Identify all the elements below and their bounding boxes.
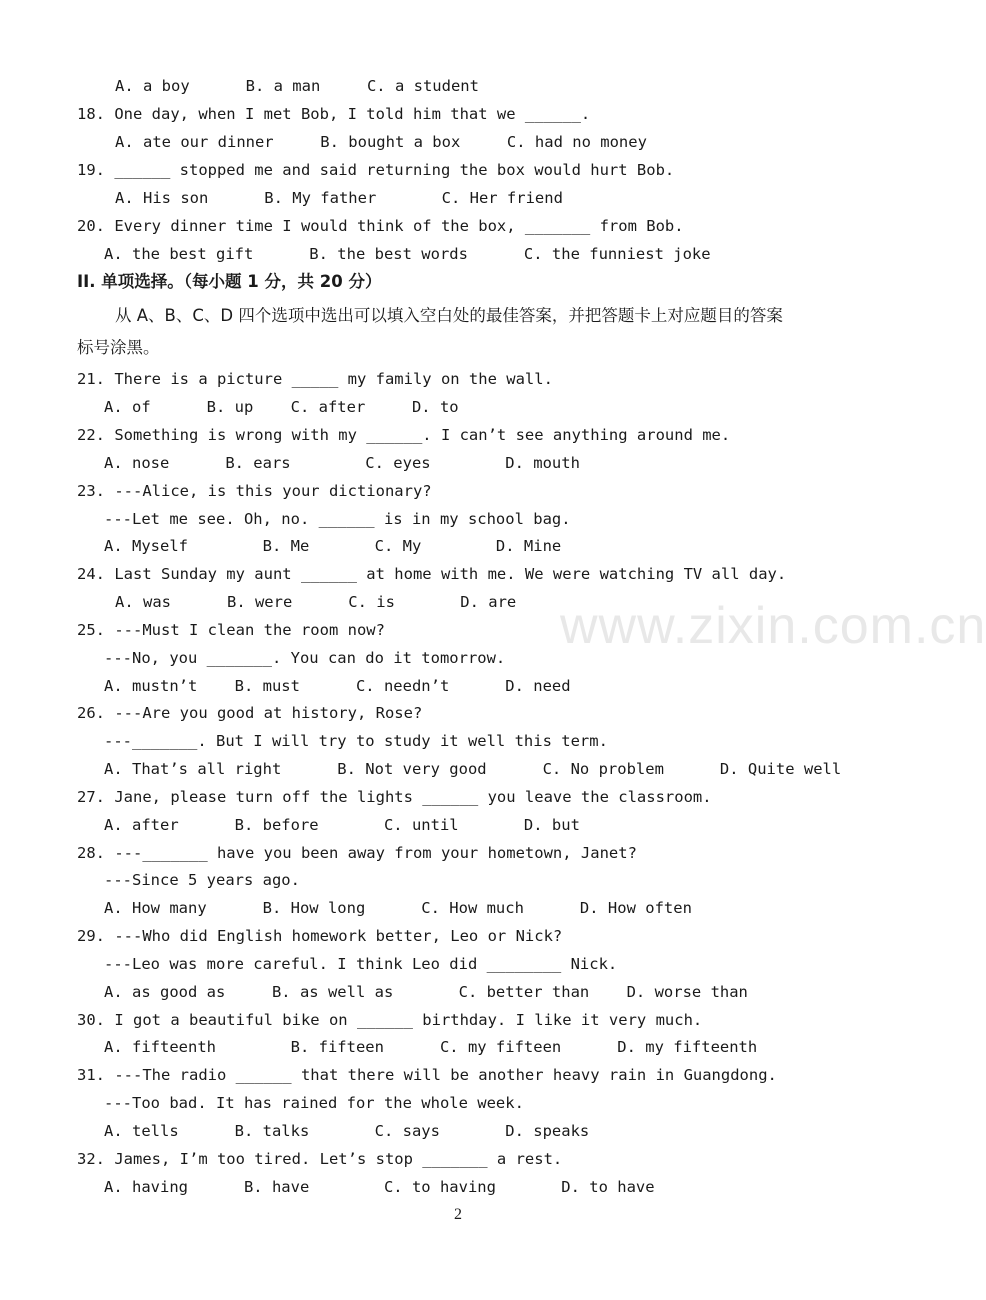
question-28-dialogue: ---Since 5 years ago.	[104, 871, 300, 889]
question-22-options: A. nose B. ears C. eyes D. mouth	[104, 454, 580, 472]
question-31-dialogue: ---Too bad. It has rained for the whole week.	[104, 1094, 524, 1112]
question-22: 22. Something is wrong with my ______. I can’t see anything around me.	[77, 426, 731, 444]
question-23-options: A. Myself B. Me C. My D. Mine	[104, 537, 562, 555]
question-25: 25. ---Must I clean the room now?	[77, 621, 385, 639]
page-number: 2	[454, 1206, 462, 1223]
question-30-options: A. fifteenth B. fifteen C. my fifteen D. my fifteenth	[104, 1038, 758, 1056]
section-heading: II. 单项选择。（每小题 1 分，共 20 分）	[77, 272, 382, 291]
question-31-options: A. tells B. talks C. says D. speaks	[104, 1122, 590, 1140]
question-32-options: A. having B. have C. to having D. to have	[104, 1178, 655, 1196]
question-19-options: A. His son B. My father C. Her friend	[115, 189, 563, 207]
question-20-options: A. the best gift B. the best words C. the funniest joke	[104, 245, 711, 263]
question-20: 20. Every dinner time I would think of the box, _______ from Bob.	[77, 217, 684, 235]
question-28-options: A. How many B. How long C. How much D. How often	[104, 899, 692, 917]
question-26-dialogue: ---_______. But I will try to study it well this term.	[104, 732, 608, 750]
question-23: 23. ---Alice, is this your dictionary?	[77, 482, 432, 500]
section-instructions: 从 A、B、C、D 四个选项中选出可以填入空白处的最佳答案，并把答题卡上对应题目的答案	[115, 306, 783, 325]
question-31: 31. ---The radio ______ that there will be another heavy rain in Guangdong.	[77, 1066, 777, 1084]
section-instructions-continued: 标号涂黑。	[77, 338, 160, 357]
question-29-dialogue: ---Leo was more careful. I think Leo did ________ Nick.	[104, 955, 618, 973]
question-24: 24. Last Sunday my aunt ______ at home with me. We were watching TV all day.	[77, 565, 787, 583]
question-29-options: A. as good as B. as well as C. better than D. worse than	[104, 983, 748, 1001]
question-23-dialogue: ---Let me see. Oh, no. ______ is in my school bag.	[104, 510, 571, 528]
question-30: 30. I got a beautiful bike on ______ birthday. I like it very much.	[77, 1011, 703, 1029]
question-27-options: A. after B. before C. until D. but	[104, 816, 580, 834]
question-25-options: A. mustn’t B. must C. needn’t D. need	[104, 677, 571, 695]
question-32: 32. James, I’m too tired. Let’s stop _______ a rest.	[77, 1150, 563, 1168]
question-26-options: A. That’s all right B. Not very good C. No problem D. Quite well	[104, 760, 842, 778]
question-28: 28. ---_______ have you been away from your hometown, Janet?	[77, 844, 637, 862]
question-24-options: A. was B. were C. is D. are	[115, 593, 517, 611]
question-18-options: A. ate our dinner B. bought a box C. had no money	[115, 133, 647, 151]
question-17-options: A. a boy B. a man C. a student	[115, 77, 479, 95]
watermark: www.zixin.com.cn	[560, 597, 986, 655]
question-21: 21. There is a picture _____ my family on the wall.	[77, 370, 553, 388]
question-19: 19. ______ stopped me and said returning the box would hurt Bob.	[77, 161, 675, 179]
question-26: 26. ---Are you good at history, Rose?	[77, 704, 423, 722]
question-25-dialogue: ---No, you _______. You can do it tomorrow.	[104, 649, 506, 667]
question-18: 18. One day, when I met Bob, I told him that we ______.	[77, 105, 591, 123]
question-21-options: A. of B. up C. after D. to	[104, 398, 459, 416]
question-27: 27. Jane, please turn off the lights ______ you leave the classroom.	[77, 788, 712, 806]
question-29: 29. ---Who did English homework better, Leo or Nick?	[77, 927, 563, 945]
